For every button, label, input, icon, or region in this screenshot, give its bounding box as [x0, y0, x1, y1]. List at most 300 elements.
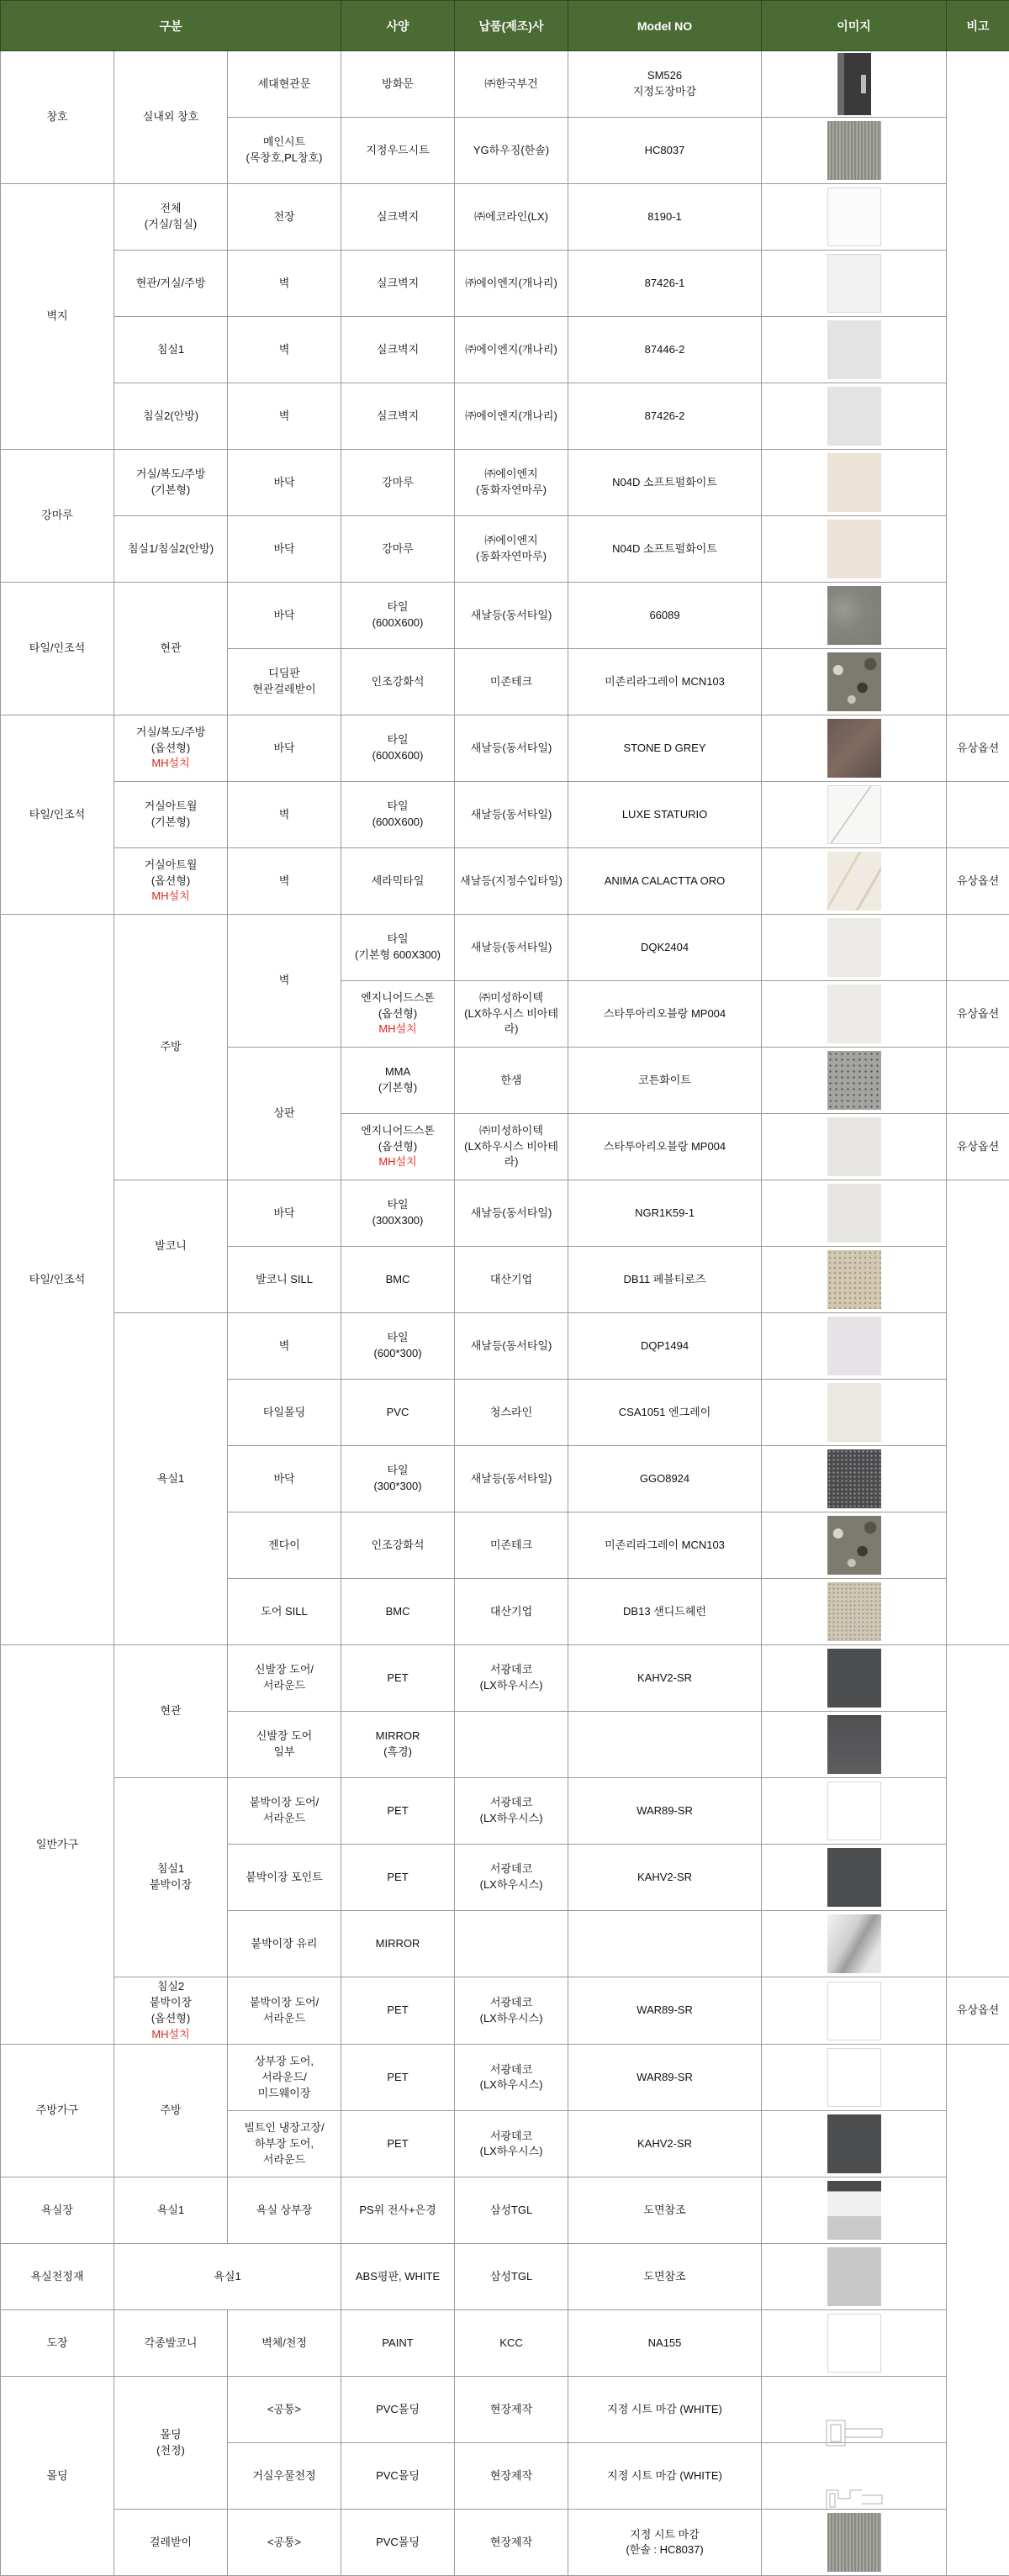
maker-cell: 서광데코 (LX하우시스)	[455, 1645, 568, 1712]
part-cell: 벽체/천정	[228, 2310, 341, 2377]
model-cell: 지정 시트 마감 (WHITE)	[568, 2443, 762, 2510]
image-cell	[762, 2244, 947, 2310]
maker-cell: 새날등(동서타일)	[455, 715, 568, 782]
part-cell: 바닥	[228, 715, 341, 782]
white-swatch	[827, 1782, 881, 1840]
mh-install-label: MH설치	[118, 889, 224, 905]
location-cell: 전체 (거실/침실)	[114, 184, 228, 251]
off-white-swatch	[827, 984, 881, 1043]
model-cell: SM526 지정도장마감	[568, 51, 762, 118]
note-cell	[947, 1180, 1009, 1645]
spec-cell: PVC몰딩	[341, 2510, 455, 2576]
note-cell: 유상옵션	[947, 1114, 1009, 1180]
category-cell: 주방가구	[1, 2045, 114, 2177]
model-cell	[568, 1712, 762, 1778]
image-cell	[762, 782, 947, 848]
spec-cell: 타일 (600*300)	[341, 1313, 455, 1380]
spec-cell: 지정우드시트	[341, 118, 455, 184]
category-cell: 도장	[1, 2310, 114, 2377]
white-texture-swatch	[827, 254, 881, 313]
location-cell: 침실1	[114, 317, 228, 383]
maker-cell: ㈜에코라인(LX)	[455, 184, 568, 251]
model-cell: 8190-1	[568, 184, 762, 251]
table-row	[1, 782, 1009, 848]
location-cell	[114, 848, 228, 915]
part-cell: 거실우물천정	[228, 2443, 341, 2510]
spec-cell: BMC	[341, 1247, 455, 1313]
part-cell: 신발장 도어/ 서라운드	[228, 1645, 341, 1712]
part-cell: 붙박이장 도어/ 서라운드	[228, 1778, 341, 1845]
spec-cell	[341, 1114, 455, 1180]
table-row	[1, 184, 1009, 251]
model-cell	[568, 1911, 762, 1977]
image-cell	[762, 251, 947, 317]
part-cell: 벽	[228, 251, 341, 317]
spec-cell: 세라믹타일	[341, 848, 455, 915]
location-cell: 욕실1	[114, 2244, 341, 2310]
category-cell: 욕실천정재	[1, 2244, 114, 2310]
spec-cell: 방화문	[341, 51, 455, 118]
location-cell: 거실아트월 (기본형)	[114, 782, 228, 848]
maker-cell: 삼성TGL	[455, 2244, 568, 2310]
gold-marble-swatch	[827, 852, 881, 911]
model-cell: NGR1K59-1	[568, 1180, 762, 1247]
cream-swatch	[827, 453, 881, 512]
part-cell: 천장	[228, 184, 341, 251]
sand-swatch	[827, 1582, 881, 1641]
marble-swatch	[827, 785, 881, 844]
image-cell	[762, 1911, 947, 1977]
maker-cell	[455, 1911, 568, 1977]
maker-cell: KCC	[455, 2310, 568, 2377]
spec-cell: PS위 전사+은경	[341, 2177, 455, 2244]
note-cell	[947, 2045, 1009, 2576]
model-cell: 도면참조	[568, 2244, 762, 2310]
category-cell: 강마루	[1, 450, 114, 583]
spec-cell: PET	[341, 1778, 455, 1845]
location-cell: 침실2(안방)	[114, 383, 228, 450]
model-cell: CSA1051 엔그레이	[568, 1380, 762, 1446]
maker-cell: ㈜에이엔지(개나리)	[455, 251, 568, 317]
spec-cell: PVC몰딩	[341, 2443, 455, 2510]
mh-install-label: MH설치	[118, 2027, 224, 2043]
part-cell: 디딤판 현관걸레받이	[228, 649, 341, 715]
spec-cell: 강마루	[341, 450, 455, 516]
maker-cell: 새날등(지정수입타일)	[455, 848, 568, 915]
category-cell: 타일/인조석	[1, 715, 114, 915]
maker-cell: ㈜에이엔지 (동화자연마루)	[455, 516, 568, 583]
spec-cell: PET	[341, 1977, 455, 2045]
mh-install-label: MH설치	[345, 1021, 451, 1037]
white-swatch	[827, 2314, 881, 2373]
location-cell: 욕실1	[114, 1313, 228, 1645]
location-cell	[114, 715, 228, 782]
note-cell: 유상옵션	[947, 848, 1009, 915]
part-cell: 붙박이장 유리	[228, 1911, 341, 1977]
table-row	[1, 1645, 1009, 1712]
maker-cell: 서광데코 (LX하우시스)	[455, 2111, 568, 2177]
terrazzo-swatch	[827, 652, 881, 711]
part-cell: <공통>	[228, 2510, 341, 2576]
spec-cell	[341, 981, 455, 1048]
category-cell: 창호	[1, 51, 114, 184]
spec-cell: 인조강화석	[341, 649, 455, 715]
model-cell: KAHV2-SR	[568, 2111, 762, 2177]
note-cell	[947, 1645, 1009, 1977]
model-cell: 66089	[568, 583, 762, 649]
model-cell: 도면참조	[568, 2177, 762, 2244]
model-cell: 미존리라그레이 MCN103	[568, 1512, 762, 1579]
image-cell	[762, 2045, 947, 2111]
wood-grain-swatch	[827, 121, 881, 180]
note-cell	[947, 1048, 1009, 1114]
location-cell: 현관/거실/주방	[114, 251, 228, 317]
maker-cell: 미존테크	[455, 1512, 568, 1579]
image-cell	[762, 848, 947, 915]
maker-cell: 현장제작	[455, 2377, 568, 2443]
header-model: Model NO	[568, 1, 762, 51]
part-cell: 욕실 상부장	[228, 2177, 341, 2244]
maker-cell: 대산기업	[455, 1579, 568, 1645]
model-cell: NA155	[568, 2310, 762, 2377]
part-cell: 세대현관문	[228, 51, 341, 118]
part-cell: 상판	[228, 1048, 341, 1180]
image-cell	[762, 2111, 947, 2177]
note-cell	[947, 51, 1009, 715]
dark-gray-swatch	[827, 1649, 881, 1708]
spec-cell: PAINT	[341, 2310, 455, 2377]
part-cell: 메인시트 (목창호,PL창호)	[228, 118, 341, 184]
table-row	[1, 51, 1009, 118]
maker-cell: 새날등(동서타일)	[455, 915, 568, 981]
image-cell	[762, 1579, 947, 1645]
location-cell: 실내외 창호	[114, 51, 228, 184]
speckle-swatch	[827, 1051, 881, 1110]
cream-swatch	[827, 520, 881, 578]
model-cell: WAR89-SR	[568, 1778, 762, 1845]
image-cell	[762, 1114, 947, 1180]
image-cell	[762, 583, 947, 649]
location-cell: 각종발코니	[114, 2310, 228, 2377]
off-white-swatch	[827, 918, 881, 977]
white-swatch	[827, 187, 881, 246]
maker-cell: 대산기업	[455, 1247, 568, 1313]
maker-cell: ㈜미성하이텍 (LX하우시스 비아테라)	[455, 1114, 568, 1180]
model-cell: 87426-1	[568, 251, 762, 317]
header-image: 이미지	[762, 1, 947, 51]
note-cell	[947, 782, 1009, 848]
dark-mirror-swatch	[827, 1715, 881, 1774]
image-cell	[762, 1048, 947, 1114]
image-cell	[762, 2377, 947, 2443]
spec-cell: 실크벽지	[341, 317, 455, 383]
maker-cell: 현장제작	[455, 2510, 568, 2576]
table-row	[1, 1180, 1009, 1247]
image-cell	[762, 383, 947, 450]
category-cell: 타일/인조석	[1, 915, 114, 1645]
table-row	[1, 2510, 1009, 2576]
note-cell: 유상옵션	[947, 715, 1009, 782]
maker-cell: ㈜미성하이텍 (LX하우시스 비아테라)	[455, 981, 568, 1048]
maker-cell: 서광데코 (LX하우시스)	[455, 1778, 568, 1845]
part-cell: 붙박이장 도어/ 서라운드	[228, 1977, 341, 2045]
part-cell: 도어 SILL	[228, 1579, 341, 1645]
model-cell: DB11 페블티로즈	[568, 1247, 762, 1313]
spec-cell: PET	[341, 1845, 455, 1911]
pale-swatch	[827, 1184, 881, 1243]
table-row	[1, 2045, 1009, 2111]
part-cell: 바닥	[228, 450, 341, 516]
ceiling-gray-swatch	[827, 2247, 881, 2306]
table-row	[1, 317, 1009, 383]
table-row	[1, 2177, 1009, 2244]
location-text: 침실2 붙박이장 (옵션형)	[150, 1980, 192, 2024]
image-cell	[762, 981, 947, 1048]
maker-cell: ㈜에이엔지(개나리)	[455, 317, 568, 383]
part-cell: 벽	[228, 1313, 341, 1380]
brown-stone-swatch	[827, 719, 881, 778]
location-cell: 주방	[114, 2045, 228, 2177]
spec-cell: MIRROR	[341, 1911, 455, 1977]
model-cell: 미존리라그레이 MCN103	[568, 649, 762, 715]
model-cell: 지정 시트 마감 (WHITE)	[568, 2377, 762, 2443]
mirror-swatch	[827, 1914, 881, 1973]
molding-profile-icon	[821, 2399, 887, 2436]
model-cell: KAHV2-SR	[568, 1645, 762, 1712]
table-row	[1, 251, 1009, 317]
part-cell: 타일몰딩	[228, 1380, 341, 1446]
location-cell: 침실1/침실2(안방)	[114, 516, 228, 583]
maker-cell: 새날등(동서타일)	[455, 1313, 568, 1380]
mh-install-label: MH설치	[118, 756, 224, 772]
molding-profile-icon	[821, 2466, 887, 2503]
model-cell: 스타투아리오블랑 MP004	[568, 981, 762, 1048]
image-cell	[762, 1845, 947, 1911]
spec-cell: 실크벽지	[341, 184, 455, 251]
image-cell	[762, 1712, 947, 1778]
model-cell: HC8037	[568, 118, 762, 184]
image-cell	[762, 1512, 947, 1579]
header-row	[1, 1, 1009, 51]
model-cell: 87446-2	[568, 317, 762, 383]
maker-cell	[455, 1712, 568, 1778]
image-cell	[762, 516, 947, 583]
spec-cell: 타일 (600X600)	[341, 782, 455, 848]
part-cell: 벽	[228, 782, 341, 848]
part-cell: 빌트인 냉장고장/ 하부장 도어, 서라운드	[228, 2111, 341, 2177]
spec-cell: 실크벽지	[341, 383, 455, 450]
location-cell: 현관	[114, 1645, 228, 1778]
spec-cell: BMC	[341, 1579, 455, 1645]
table-row	[1, 715, 1009, 782]
dark-gray-swatch	[827, 1848, 881, 1907]
spec-cell: PVC몰딩	[341, 2377, 455, 2443]
category-cell: 벽지	[1, 184, 114, 450]
white-swatch	[827, 2048, 881, 2107]
table-row	[1, 2310, 1009, 2377]
table-row	[1, 915, 1009, 981]
spec-cell: 강마루	[341, 516, 455, 583]
spec-cell: 타일 (기본형 600X300)	[341, 915, 455, 981]
spec-cell: MIRROR (흑경)	[341, 1712, 455, 1778]
spec-cell: 타일 (300*300)	[341, 1446, 455, 1512]
part-cell: 신발장 도어 일부	[228, 1712, 341, 1778]
category-cell: 타일/인조석	[1, 583, 114, 715]
model-cell: 코튼화이트	[568, 1048, 762, 1114]
charcoal-swatch	[827, 1449, 881, 1508]
spec-cell: 타일 (600X600)	[341, 715, 455, 782]
gray-stone-swatch	[827, 586, 881, 645]
note-cell: 유상옵션	[947, 981, 1009, 1048]
maker-cell: 새날등(동서타일)	[455, 583, 568, 649]
model-cell: KAHV2-SR	[568, 1845, 762, 1911]
table-row	[1, 1977, 1009, 2045]
model-cell: N04D 소프트펄화이트	[568, 450, 762, 516]
image-cell	[762, 1446, 947, 1512]
image-cell	[762, 118, 947, 184]
spec-cell: PET	[341, 1645, 455, 1712]
part-cell: 바닥	[228, 1446, 341, 1512]
part-cell: 벽	[228, 848, 341, 915]
spec-text: 엔지니어드스톤 (옵션형)	[361, 991, 435, 1020]
note-cell: 유상옵션	[947, 1977, 1009, 2045]
image-cell	[762, 184, 947, 251]
location-cell: 욕실1	[114, 2177, 228, 2244]
part-cell: 바닥	[228, 583, 341, 649]
table-row	[1, 516, 1009, 583]
part-cell: 벽	[228, 383, 341, 450]
category-cell: 욕실장	[1, 2177, 114, 2244]
spec-cell: PVC	[341, 1380, 455, 1446]
maker-cell: ㈜한국부건	[455, 51, 568, 118]
image-cell	[762, 1313, 947, 1380]
image-cell	[762, 2310, 947, 2377]
model-cell: DQP1494	[568, 1313, 762, 1380]
maker-cell: 삼성TGL	[455, 2177, 568, 2244]
maker-cell: 한샘	[455, 1048, 568, 1114]
image-cell	[762, 915, 947, 981]
pale-swatch	[827, 1117, 881, 1176]
part-cell: <공통>	[228, 2377, 341, 2443]
image-cell	[762, 1977, 947, 2045]
maker-cell: 새날등(동서타일)	[455, 782, 568, 848]
image-cell	[762, 2510, 947, 2576]
beige-speckle-swatch	[827, 1250, 881, 1309]
model-cell: DQK2404	[568, 915, 762, 981]
bath-cabinet-photo	[827, 2181, 881, 2240]
table-row	[1, 450, 1009, 516]
image-cell	[762, 649, 947, 715]
maker-cell: 서광데코 (LX하우시스)	[455, 1845, 568, 1911]
door-icon	[837, 53, 871, 115]
table-row	[1, 583, 1009, 649]
model-cell: LUXE STATURIO	[568, 782, 762, 848]
maker-cell: 청스라인	[455, 1380, 568, 1446]
image-cell	[762, 715, 947, 782]
location-cell: 걸레받이	[114, 2510, 228, 2576]
table-row	[1, 848, 1009, 915]
image-cell	[762, 1645, 947, 1712]
image-cell	[762, 450, 947, 516]
model-cell: 87426-2	[568, 383, 762, 450]
wood-grain-swatch	[827, 2513, 881, 2572]
location-cell: 발코니	[114, 1180, 228, 1313]
location-cell: 몰딩 (천정)	[114, 2377, 228, 2510]
maker-cell: ㈜에이엔지(개나리)	[455, 383, 568, 450]
spec-cell: ABS평판, WHITE	[341, 2244, 455, 2310]
spec-cell: 인조강화석	[341, 1512, 455, 1579]
image-cell	[762, 1380, 947, 1446]
location-cell: 거실/복도/주방 (기본형)	[114, 450, 228, 516]
image-cell	[762, 1778, 947, 1845]
part-cell: 바닥	[228, 1180, 341, 1247]
maker-cell: 서광데코 (LX하우시스)	[455, 2045, 568, 2111]
model-cell: 지정 시트 마감 (한솔 : HC8037)	[568, 2510, 762, 2576]
part-cell: 바닥	[228, 516, 341, 583]
maker-cell: ㈜에이엔지 (동화자연마루)	[455, 450, 568, 516]
spec-cell: 실크벽지	[341, 251, 455, 317]
table-row	[1, 383, 1009, 450]
light-gray-swatch	[827, 320, 881, 379]
part-cell: 벽	[228, 317, 341, 383]
part-cell: 상부장 도어, 서라운드/ 미드웨이장	[228, 2045, 341, 2111]
maker-cell: 미존테크	[455, 649, 568, 715]
location-cell: 주방	[114, 915, 228, 1180]
location-cell	[114, 1977, 228, 2045]
table-row	[1, 2244, 1009, 2310]
location-text: 거실/복도/주방 (옵션형)	[136, 726, 206, 754]
model-cell: DB13 샌디드헤런	[568, 1579, 762, 1645]
model-cell: N04D 소프트펄화이트	[568, 516, 762, 583]
spec-cell: PET	[341, 2111, 455, 2177]
model-cell: WAR89-SR	[568, 2045, 762, 2111]
part-cell: 벽	[228, 915, 341, 1048]
image-cell	[762, 1247, 947, 1313]
spec-cell: 타일 (600X600)	[341, 583, 455, 649]
terrazzo-swatch	[827, 1516, 881, 1575]
part-cell: 붙박이장 포인트	[228, 1845, 341, 1911]
maker-cell: 서광데코 (LX하우시스)	[455, 1977, 568, 2045]
location-cell: 현관	[114, 583, 228, 715]
white-texture-swatch	[827, 387, 881, 446]
maker-cell: 현장제작	[455, 2443, 568, 2510]
header-maker: 납품(제조)사	[455, 1, 568, 51]
table-row	[1, 1313, 1009, 1380]
category-cell: 몰딩	[1, 2377, 114, 2576]
maker-cell: 새날등(동서타일)	[455, 1446, 568, 1512]
category-cell: 일반가구	[1, 1645, 114, 2045]
model-cell: WAR89-SR	[568, 1977, 762, 2045]
location-text: 거실아트월 (옵션형)	[145, 858, 198, 887]
spec-text: 엔지니어드스톤 (옵션형)	[361, 1124, 435, 1153]
header-spec: 사양	[341, 1, 455, 51]
dark-gray-swatch	[827, 2114, 881, 2173]
note-cell	[947, 915, 1009, 981]
table-row	[1, 1778, 1009, 1845]
white-swatch	[827, 1982, 881, 2040]
spec-cell: 타일 (300X300)	[341, 1180, 455, 1247]
table-row	[1, 2377, 1009, 2443]
model-cell: 스타투아리오블랑 MP004	[568, 1114, 762, 1180]
maker-cell: YG하우징(한솔)	[455, 118, 568, 184]
model-cell: STONE D GREY	[568, 715, 762, 782]
part-cell: 발코니 SILL	[228, 1247, 341, 1313]
model-cell: ANIMA CALACTTA ORO	[568, 848, 762, 915]
spec-cell: MMA (기본형)	[341, 1048, 455, 1114]
header-note: 비고	[947, 1, 1009, 51]
image-cell	[762, 51, 947, 118]
ivory-swatch	[827, 1383, 881, 1442]
